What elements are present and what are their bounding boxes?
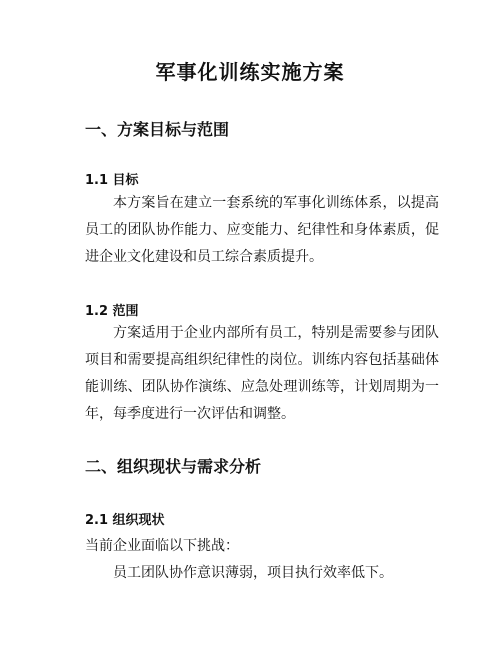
org-status-intro: 当前企业面临以下挑战： [85,538,239,554]
org-status-item: 员工团队协作意识薄弱，项目执行效率低下。 [113,565,393,581]
document-title: 军事化训练实施方案 [155,60,345,84]
subsection-heading-org-status: 2.1 组织现状 [85,513,165,528]
subsection-heading-goals: 1.1 目标 [85,173,139,188]
section-heading-org-analysis: 二、组织现状与需求分析 [85,457,262,476]
goals-paragraph: 本方案旨在建立一套系统的军事化训练体系，以提高员工的团队协作能力、应变能力、纪律性和身体素质，促进企业文化建设和员工综合素质提升。 [85,195,439,265]
section-heading-goals-scope: 一、方案目标与范围 [85,120,230,139]
scope-paragraph: 方案适用于企业内部所有员工，特别是需要参与团队项目和需要提高组织纪律性的岗位。训练内容包括基础体能训练、团队协作演练、应急处理训练等，计划周期为一年，每季度进行一次评估和调整。 [85,325,439,422]
subsection-heading-scope: 1.2 范围 [85,304,139,319]
